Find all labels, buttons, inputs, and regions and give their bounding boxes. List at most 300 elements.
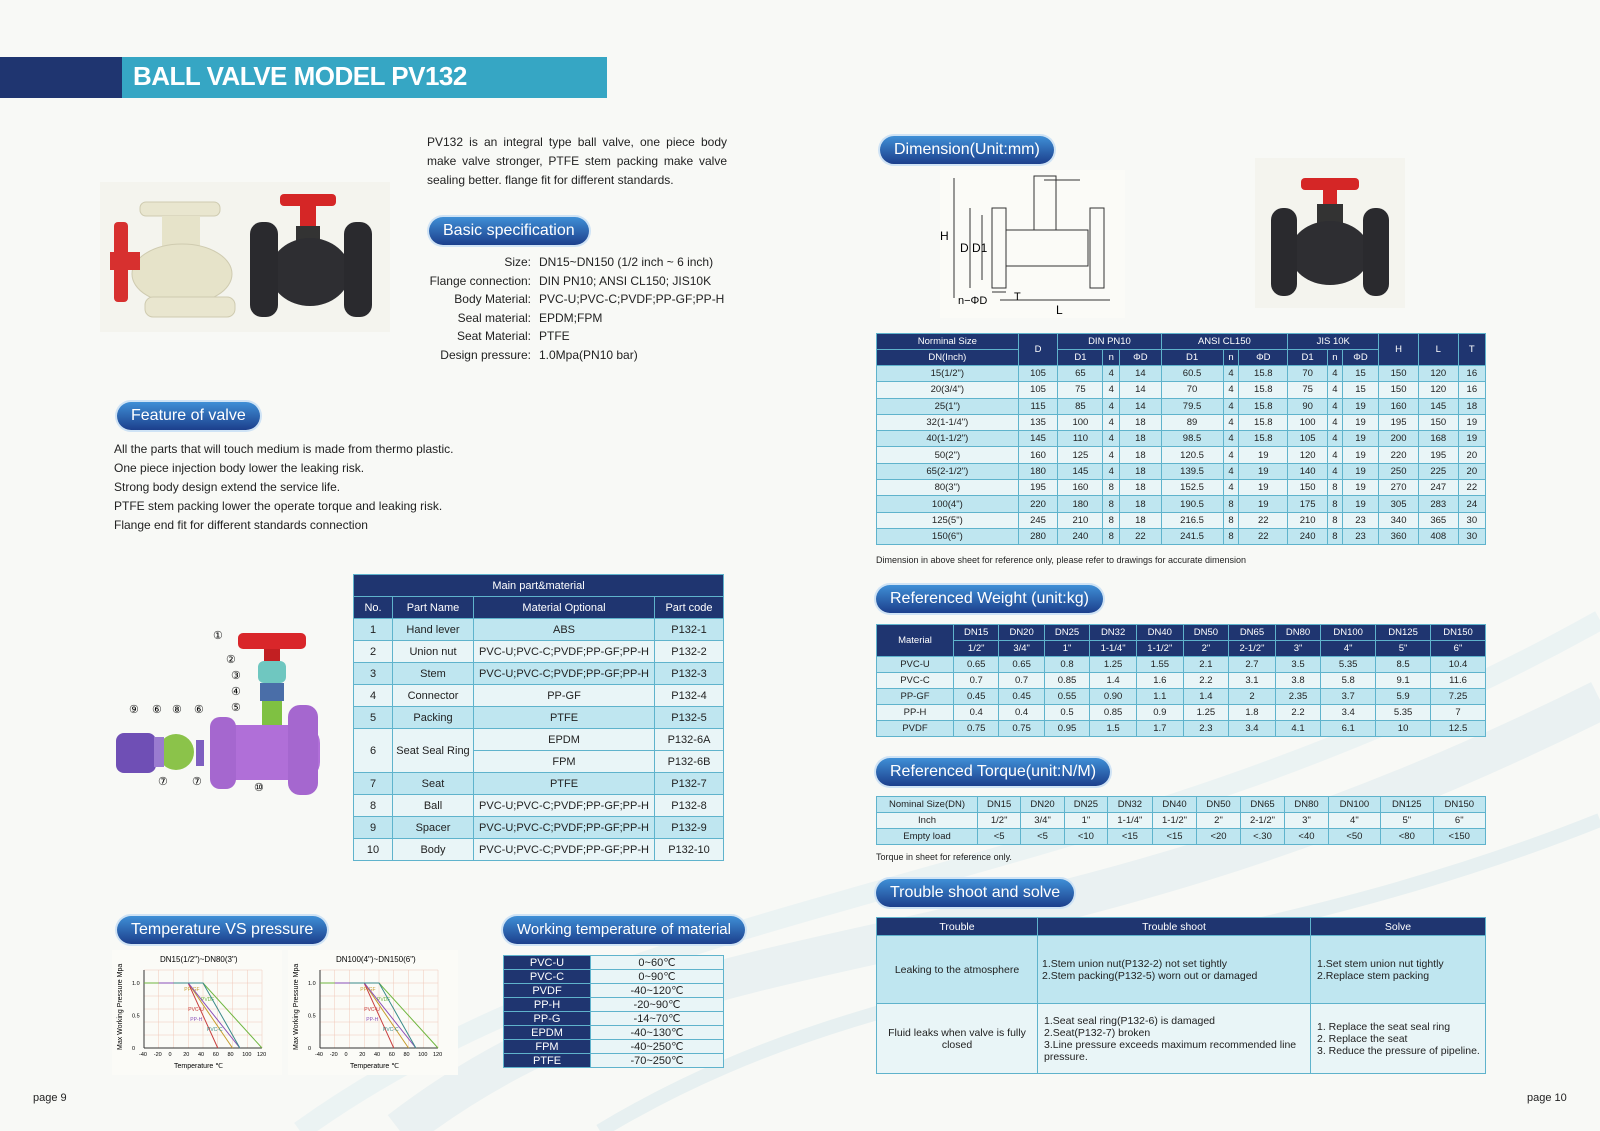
- table-cell: 0.95: [1044, 721, 1089, 737]
- table-cell: 3": [1275, 641, 1320, 657]
- table-cell: Seat Seal Ring: [393, 729, 474, 773]
- table-cell: 2: [354, 641, 393, 663]
- dimension-drawing: [940, 170, 1125, 318]
- table-cell: 160: [1379, 398, 1419, 414]
- table-cell: DN125: [1381, 797, 1433, 813]
- x-tick-label: 40: [374, 1052, 381, 1058]
- dim-label-T: T: [1014, 291, 1021, 303]
- table-cell: D1: [1058, 350, 1103, 366]
- table-cell: -40~130℃: [591, 1026, 724, 1040]
- table-cell: 145: [1418, 398, 1458, 414]
- table-cell: 8: [1103, 528, 1120, 544]
- dimension-header: T: [1458, 334, 1485, 366]
- table-cell: 15.8: [1239, 366, 1288, 382]
- table-cell: DN25: [1044, 625, 1089, 641]
- table-row: [877, 936, 1486, 1004]
- series-label: PVC-C: [207, 1027, 223, 1033]
- basic-spec-heading: Basic specification: [429, 217, 589, 245]
- table-cell: P132-6B: [655, 751, 724, 773]
- weight-heading: Referenced Weight (unit:kg): [876, 585, 1103, 613]
- table-cell: 6": [1433, 813, 1485, 829]
- table-row: [877, 414, 1486, 430]
- dimension-header: L: [1418, 334, 1458, 366]
- table-cell: 8: [1327, 512, 1342, 528]
- table-row: [354, 795, 724, 817]
- series-label: PVC-U: [188, 1007, 204, 1013]
- x-tick-label: -40: [315, 1052, 323, 1058]
- table-cell: 19: [1239, 463, 1288, 479]
- table-cell: 0.9: [1136, 705, 1183, 721]
- table-cell: n: [1103, 350, 1120, 366]
- table-cell: 7.25: [1431, 689, 1486, 705]
- table-cell: 216.5: [1161, 512, 1223, 528]
- table-cell: 5.35: [1321, 657, 1376, 673]
- table-cell: DN125: [1376, 625, 1431, 641]
- table-cell: n: [1327, 350, 1342, 366]
- spec-row: Flange connection: DIN PN10; ANSI CL150; JIS10K: [429, 273, 712, 288]
- table-cell: 19: [1239, 447, 1288, 463]
- table-row: [504, 998, 724, 1012]
- table-cell: 210: [1288, 512, 1328, 528]
- table-cell: 4": [1321, 641, 1376, 657]
- y-tick-label: 0.5: [308, 1013, 316, 1020]
- table-cell: 1: [354, 619, 393, 641]
- table-cell: 340: [1379, 512, 1419, 528]
- table-cell: 8: [1223, 512, 1239, 528]
- x-tick-label: 80: [403, 1052, 410, 1058]
- table-cell: 8.5: [1376, 657, 1431, 673]
- table-cell: 195: [1379, 414, 1419, 430]
- callout-2: ②: [226, 654, 236, 666]
- table-cell: 3.1: [1229, 673, 1276, 689]
- callout-1: ①: [213, 630, 223, 642]
- dimension-heading: Dimension(Unit:mm): [880, 136, 1054, 164]
- table-cell: Hand lever: [393, 619, 474, 641]
- weight-material-header: Material: [877, 625, 954, 657]
- table-cell: 247: [1418, 480, 1458, 496]
- series-label: PP-H: [366, 1017, 379, 1023]
- table-cell: 32(1-1/4"): [877, 414, 1019, 430]
- table-row: [877, 480, 1486, 496]
- y-axis-label: Max Working Pressure Mpa: [293, 963, 300, 1050]
- feature-item: Strong body design extend the service life.: [114, 480, 341, 494]
- feature-list: [114, 440, 453, 535]
- table-cell: 8: [1327, 480, 1342, 496]
- table-cell: 175: [1288, 496, 1328, 512]
- table-cell: 1-1/2": [1136, 641, 1183, 657]
- table-cell: 0.75: [999, 721, 1044, 737]
- table-cell: <20: [1197, 829, 1240, 845]
- table-cell: 150: [1379, 366, 1419, 382]
- table-cell: 80(3"): [877, 480, 1019, 496]
- table-cell: 125: [1058, 447, 1103, 463]
- table-cell: 220: [1379, 447, 1419, 463]
- table-cell: 15: [1342, 382, 1378, 398]
- table-row: [877, 673, 1486, 689]
- table-cell: 2: [1229, 689, 1276, 705]
- table-cell: 14: [1120, 366, 1161, 382]
- table-cell: 120: [1418, 366, 1458, 382]
- callout-7a: ⑦: [158, 776, 168, 788]
- table-cell: P132-10: [655, 839, 724, 861]
- series-label: PVDF: [201, 997, 215, 1003]
- trouble-heading: Trouble shoot and solve: [876, 879, 1074, 907]
- table-cell: PP-G: [504, 1012, 591, 1026]
- table-cell: 0.45: [954, 689, 999, 705]
- table-cell: DN100: [1328, 797, 1380, 813]
- product-photo-single: [1255, 158, 1405, 308]
- table-cell: 2.3: [1183, 721, 1228, 737]
- table-cell: 360: [1379, 528, 1419, 544]
- table-cell: EPDM: [504, 1026, 591, 1040]
- table-cell: D1: [1288, 350, 1328, 366]
- table-cell: 4: [1103, 398, 1120, 414]
- spec-list: [420, 253, 724, 364]
- series-label: PVC-C: [383, 1027, 399, 1033]
- table-cell: 120.5: [1161, 447, 1223, 463]
- table-cell: 225: [1418, 463, 1458, 479]
- y-tick-label: 1.0: [308, 981, 316, 987]
- table-row: [354, 641, 724, 663]
- y-axis-label: Max Working Pressure Mpa: [117, 963, 124, 1050]
- table-cell: 4": [1328, 813, 1380, 829]
- table-cell: FPM: [474, 751, 655, 773]
- table-cell: Inch: [877, 813, 978, 829]
- table-cell: 4: [1223, 480, 1239, 496]
- spec-row: Seat Material: PTFE: [456, 329, 570, 343]
- table-row: [877, 431, 1486, 447]
- table-cell: 4: [1103, 431, 1120, 447]
- table-cell: 1.Stem union nut(P132-2) not set tightly 2.Stem packing(P132-5) worn out or damaged: [1038, 936, 1311, 1004]
- table-cell: -70~250℃: [591, 1054, 724, 1068]
- table-cell: 3.4: [1321, 705, 1376, 721]
- table-cell: 8: [1327, 496, 1342, 512]
- table-cell: DN32: [1108, 797, 1153, 813]
- dim-label-D: D: [960, 241, 969, 255]
- table-cell: 4: [1103, 382, 1120, 398]
- table-cell: Fluid leaks when valve is fully closed: [877, 1004, 1038, 1074]
- table-row: [354, 707, 724, 729]
- table-cell: 65: [1058, 366, 1103, 382]
- feature-item: PTFE stem packing lower the operate torque and leaking risk.: [114, 499, 443, 513]
- table-cell: 240: [1058, 528, 1103, 544]
- table-cell: 18: [1120, 512, 1161, 528]
- table-cell: 250: [1379, 463, 1419, 479]
- chart-title: DN15(1/2")~DN80(3"): [160, 955, 238, 964]
- table-row: [877, 366, 1486, 382]
- table-cell: Ball: [393, 795, 474, 817]
- table-cell: PTFE: [474, 707, 655, 729]
- table-cell: 18: [1458, 398, 1485, 414]
- table-cell: DN50: [1197, 797, 1240, 813]
- table-row: [504, 1054, 724, 1068]
- table-cell: P132-9: [655, 817, 724, 839]
- dimension-header: Norminal Size: [877, 334, 1019, 350]
- table-cell: P132-3: [655, 663, 724, 685]
- dimension-header: JIS 10K: [1288, 334, 1379, 350]
- table-row: [504, 970, 724, 984]
- table-cell: 0~60℃: [591, 956, 724, 970]
- table-cell: 4.1: [1275, 721, 1320, 737]
- table-cell: 145: [1018, 431, 1058, 447]
- table-cell: FPM: [504, 1040, 591, 1054]
- table-cell: Empty load: [877, 829, 978, 845]
- table-cell: 2.35: [1275, 689, 1320, 705]
- series-label: PVC-U: [364, 1007, 380, 1013]
- table-cell: 4: [1103, 463, 1120, 479]
- dim-label-D1: D1: [972, 241, 988, 255]
- table-cell: Leaking to the atmosphere: [877, 936, 1038, 1004]
- table-cell: 8: [1103, 512, 1120, 528]
- table-cell: 19: [1239, 496, 1288, 512]
- table-cell: 15: [1342, 366, 1378, 382]
- table-cell: 3.4: [1229, 721, 1276, 737]
- table-cell: 10.4: [1431, 657, 1486, 673]
- table-cell: 0.4: [954, 705, 999, 721]
- working-temp-table: [503, 955, 724, 1068]
- table-cell: 19: [1342, 496, 1378, 512]
- table-cell: 90: [1288, 398, 1328, 414]
- dimension-header: DIN PN10: [1058, 334, 1161, 350]
- parts-table-title: Main part&material: [354, 575, 724, 597]
- table-cell: 0.8: [1044, 657, 1089, 673]
- table-cell: 3/4": [999, 641, 1044, 657]
- table-cell: 30: [1458, 528, 1485, 544]
- table-cell: 1.8: [1229, 705, 1276, 721]
- table-cell: P132-5: [655, 707, 724, 729]
- dim-label-H: H: [940, 229, 949, 243]
- series-label: PP-GF: [184, 987, 200, 993]
- table-row: [877, 496, 1486, 512]
- callout-4: ④: [231, 686, 241, 698]
- table-cell: 4: [1223, 382, 1239, 398]
- table-cell: PP-GF: [877, 689, 954, 705]
- header-dark-bar: [0, 57, 122, 98]
- table-cell: 4: [1327, 366, 1342, 382]
- series-label: PP-GF: [360, 987, 376, 993]
- dimension-note: Dimension in above sheet for reference only, please refer to drawings for accurate dimension: [876, 555, 1247, 565]
- table-cell: 1/2": [978, 813, 1021, 829]
- table-cell: DN32: [1090, 625, 1137, 641]
- table-cell: 8: [1103, 480, 1120, 496]
- table-cell: 19: [1342, 414, 1378, 430]
- table-cell: n: [1223, 350, 1239, 366]
- table-cell: <150: [1433, 829, 1485, 845]
- x-tick-label: 60: [212, 1052, 219, 1058]
- table-cell: 365: [1418, 512, 1458, 528]
- table-cell: 16: [1458, 382, 1485, 398]
- x-axis-label: Temperature ℃: [350, 1063, 400, 1070]
- table-cell: 2-1/2": [1229, 641, 1276, 657]
- table-cell: 4: [1327, 431, 1342, 447]
- table-cell: PTFE: [474, 773, 655, 795]
- table-cell: 98.5: [1161, 431, 1223, 447]
- table-cell: 1-1/4": [1090, 641, 1137, 657]
- table-cell: 3/4": [1021, 813, 1064, 829]
- table-cell: 18: [1120, 447, 1161, 463]
- table-row: [354, 817, 724, 839]
- series-label: PVDF: [377, 997, 391, 1003]
- table-cell: DN40: [1136, 625, 1183, 641]
- table-cell: 4: [354, 685, 393, 707]
- table-cell: <80: [1381, 829, 1433, 845]
- table-cell: ΦD: [1342, 350, 1378, 366]
- table-cell: Union nut: [393, 641, 474, 663]
- temp-pressure-heading: Temperature VS pressure: [117, 916, 327, 944]
- table-cell: 22: [1239, 512, 1288, 528]
- table-cell: PP-H: [504, 998, 591, 1012]
- spec-row: Body Material: PVC-U;PVC-C;PVDF;PP-GF;PP-H: [454, 292, 725, 306]
- parts-header: Part code: [655, 597, 724, 619]
- table-cell: 245: [1018, 512, 1058, 528]
- table-cell: DN50: [1183, 625, 1228, 641]
- table-row: [504, 1026, 724, 1040]
- table-cell: 30: [1458, 512, 1485, 528]
- table-cell: PVDF: [504, 984, 591, 998]
- weight-table: [876, 624, 1486, 737]
- table-cell: 140: [1288, 463, 1328, 479]
- table-cell: 18: [1120, 480, 1161, 496]
- table-row: [354, 663, 724, 685]
- table-cell: 19: [1342, 398, 1378, 414]
- table-row: [354, 773, 724, 795]
- table-cell: 1.7: [1136, 721, 1183, 737]
- table-cell: 5": [1381, 813, 1433, 829]
- table-cell: 1.55: [1136, 657, 1183, 673]
- table-cell: 9: [354, 817, 393, 839]
- table-cell: 3.5: [1275, 657, 1320, 673]
- table-cell: 8: [1223, 528, 1239, 544]
- table-cell: <5: [1021, 829, 1064, 845]
- table-cell: 1.Seat seal ring(P132-6) is damaged 2.Seat(P132-7) broken 3.Line pressure exceeds maximum recommended line pressure.: [1038, 1004, 1311, 1074]
- table-cell: 5.8: [1321, 673, 1376, 689]
- table-cell: ABS: [474, 619, 655, 641]
- table-cell: 8: [1327, 528, 1342, 544]
- y-tick-label: 1.0: [132, 981, 140, 987]
- callout-10: ⑩: [254, 782, 264, 794]
- table-cell: 408: [1418, 528, 1458, 544]
- table-cell: 180: [1058, 496, 1103, 512]
- table-cell: 4: [1103, 366, 1120, 382]
- table-cell: <50: [1328, 829, 1380, 845]
- table-cell: 200: [1379, 431, 1419, 447]
- dimension-table: [876, 333, 1486, 545]
- table-cell: 3.8: [1275, 673, 1320, 689]
- table-row: [877, 721, 1486, 737]
- table-row: [354, 729, 724, 751]
- table-cell: Nominal Size(DN): [877, 797, 978, 813]
- table-cell: 241.5: [1161, 528, 1223, 544]
- table-row: [877, 657, 1486, 673]
- torque-table: [876, 796, 1486, 845]
- table-cell: 9.1: [1376, 673, 1431, 689]
- table-cell: 2.2: [1183, 673, 1228, 689]
- table-cell: Connector: [393, 685, 474, 707]
- x-tick-label: -20: [329, 1052, 338, 1058]
- table-cell: 100(4"): [877, 496, 1019, 512]
- table-cell: 195: [1018, 480, 1058, 496]
- feature-item: Flange end fit for different standards connection: [114, 518, 368, 532]
- callout-7b: ⑦: [192, 776, 202, 788]
- table-cell: 23: [1342, 528, 1378, 544]
- table-cell: 6.1: [1321, 721, 1376, 737]
- table-cell: P132-8: [655, 795, 724, 817]
- x-tick-label: 120: [257, 1052, 267, 1058]
- table-cell: 6": [1431, 641, 1486, 657]
- table-cell: 150(6"): [877, 528, 1019, 544]
- table-cell: 19: [1342, 480, 1378, 496]
- table-cell: 1.Set stem union nut tightly 2.Replace stem packing: [1311, 936, 1486, 1004]
- y-tick-label: 0: [132, 1046, 136, 1052]
- table-cell: 4: [1327, 414, 1342, 430]
- table-cell: 7: [354, 773, 393, 795]
- table-cell: 4: [1223, 366, 1239, 382]
- table-cell: 160: [1018, 447, 1058, 463]
- table-cell: 6: [354, 729, 393, 773]
- table-cell: 7: [1431, 705, 1486, 721]
- y-tick-label: 0.5: [132, 1013, 140, 1020]
- table-cell: 10: [354, 839, 393, 861]
- table-row: [877, 463, 1486, 479]
- table-cell: P132-7: [655, 773, 724, 795]
- table-cell: PVC-C: [877, 673, 954, 689]
- table-cell: PVC-U;PVC-C;PVDF;PP-GF;PP-H: [474, 641, 655, 663]
- table-cell: 0.65: [954, 657, 999, 673]
- table-row: [354, 839, 724, 861]
- table-cell: <10: [1064, 829, 1107, 845]
- table-cell: 100: [1288, 414, 1328, 430]
- table-cell: 160: [1058, 480, 1103, 496]
- table-cell: DN20: [1021, 797, 1064, 813]
- table-cell: <15: [1152, 829, 1197, 845]
- x-tick-label: 100: [418, 1052, 428, 1058]
- spec-row: Seal material: EPDM;FPM: [457, 310, 603, 325]
- table-cell: <40: [1285, 829, 1328, 845]
- table-cell: 24: [1458, 496, 1485, 512]
- table-cell: 3": [1285, 813, 1328, 829]
- callout-6b: ⑥: [194, 704, 204, 716]
- feature-item: All the parts that will touch medium is made from thermo plastic.: [114, 442, 454, 456]
- table-cell: 4: [1327, 447, 1342, 463]
- table-cell: P132-6A: [655, 729, 724, 751]
- table-cell: DN80: [1285, 797, 1328, 813]
- table-cell: 0.85: [1044, 673, 1089, 689]
- table-cell: 1.5: [1090, 721, 1137, 737]
- table-cell: Seat: [393, 773, 474, 795]
- table-cell: 19: [1342, 447, 1378, 463]
- table-cell: 18: [1120, 431, 1161, 447]
- dim-label-L: L: [1056, 303, 1063, 317]
- table-cell: 0.85: [1090, 705, 1137, 721]
- table-cell: 4: [1103, 414, 1120, 430]
- table-cell: 19: [1458, 414, 1485, 430]
- table-cell: 270: [1379, 480, 1419, 496]
- table-row: [877, 512, 1486, 528]
- table-cell: 195: [1418, 447, 1458, 463]
- callout-3: ③: [231, 670, 241, 682]
- x-tick-label: 120: [433, 1052, 443, 1058]
- table-cell: 240: [1288, 528, 1328, 544]
- dimension-header: ANSI CL150: [1161, 334, 1288, 350]
- table-cell: 0.7: [999, 673, 1044, 689]
- table-cell: PP-H: [877, 705, 954, 721]
- table-cell: 5.9: [1376, 689, 1431, 705]
- table-row: [354, 685, 724, 707]
- table-cell: DN100: [1321, 625, 1376, 641]
- x-tick-label: 20: [183, 1052, 190, 1058]
- x-tick-label: -20: [153, 1052, 162, 1058]
- table-cell: 75: [1288, 382, 1328, 398]
